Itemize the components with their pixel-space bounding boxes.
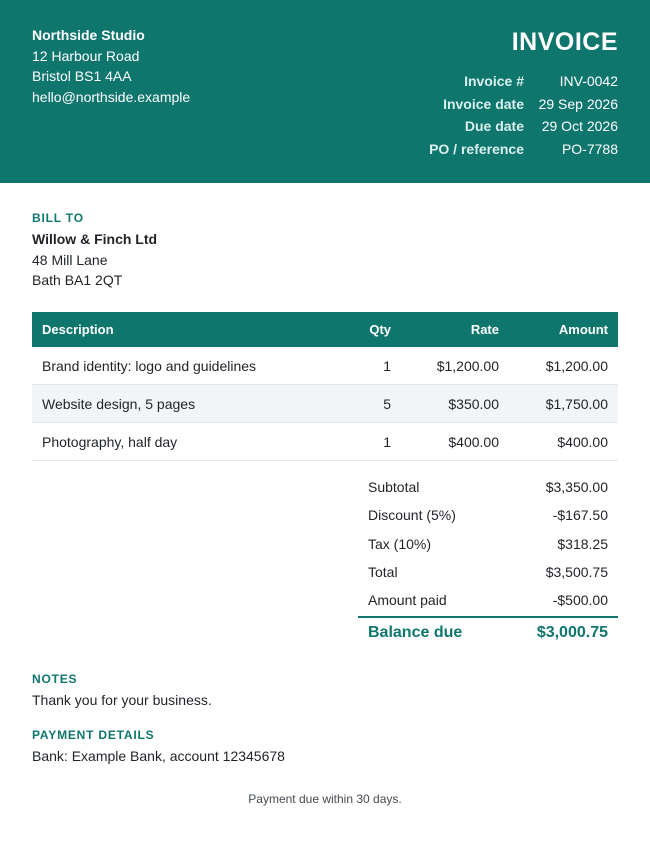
balance-due-row xyxy=(358,616,618,648)
meta-label: PO / reference xyxy=(429,140,524,157)
row-rate: $400.00 xyxy=(448,433,499,450)
row-qty: 1 xyxy=(383,433,391,450)
bill-to-label: BILL TO xyxy=(32,211,84,225)
subtotal-label: Subtotal xyxy=(368,479,420,496)
meta-row-po-reference xyxy=(429,139,618,162)
seller-email: hello@northside.example xyxy=(32,88,191,105)
document-title: INVOICE xyxy=(511,28,618,56)
header-qty: Qty xyxy=(369,322,391,337)
total-value: $3,500.75 xyxy=(545,564,608,581)
seller-name: Northside Studio xyxy=(32,27,145,43)
client-address-line2: Bath BA1 2QT xyxy=(32,272,123,288)
meta-value: PO-7788 xyxy=(561,140,618,157)
row-qty: 1 xyxy=(383,357,391,374)
row-qty: 5 xyxy=(383,395,391,412)
invoice-meta xyxy=(429,71,618,161)
row-amount: $1,200.00 xyxy=(545,357,608,374)
meta-label: Due date xyxy=(464,118,524,134)
meta-value: 29 Oct 2026 xyxy=(541,118,618,134)
meta-label: Invoice # xyxy=(464,73,524,89)
meta-value: INV-0042 xyxy=(559,73,618,89)
discount-label: Discount (5%) xyxy=(368,507,456,524)
payment-details-label: PAYMENT DETAILS xyxy=(32,728,155,742)
subtotal-value: $3,350.00 xyxy=(545,479,608,496)
meta-row-due-date xyxy=(429,116,618,139)
seller-address-line1: 12 Harbour Road xyxy=(32,47,140,64)
footer-note: Payment due within 30 days. xyxy=(248,792,402,806)
discount-value: -$167.50 xyxy=(552,507,608,524)
meta-label: Invoice date xyxy=(443,95,524,112)
notes-text: Thank you for your business. xyxy=(32,692,212,708)
row-description: Photography, half day xyxy=(42,433,178,450)
notes-label: NOTES xyxy=(32,672,78,686)
row-amount: $400.00 xyxy=(557,433,608,450)
total-label: Total xyxy=(368,564,398,581)
table-row xyxy=(32,423,618,461)
balance-due-value: $3,000.75 xyxy=(536,624,608,642)
amount-paid-label: Amount paid xyxy=(368,592,447,609)
table-header xyxy=(32,312,618,347)
header-description: Description xyxy=(42,322,114,337)
totals-block xyxy=(358,473,618,648)
table-row xyxy=(32,347,618,385)
meta-row-invoice-date xyxy=(429,94,618,117)
table-row xyxy=(32,385,618,423)
discount-row xyxy=(358,501,618,529)
seller-address-line2: Bristol BS1 4AA xyxy=(32,68,132,84)
meta-row-invoice-number xyxy=(429,71,618,94)
client-name: Willow & Finch Ltd xyxy=(32,231,158,247)
tax-row xyxy=(358,530,618,558)
invoice-header xyxy=(0,0,650,183)
meta-value: 29 Sep 2026 xyxy=(538,95,618,112)
balance-due-label: Balance due xyxy=(368,624,463,642)
subtotal-row xyxy=(358,473,618,501)
seller-block xyxy=(32,25,190,107)
amount-paid-row xyxy=(358,586,618,614)
row-description: Brand identity: logo and guidelines xyxy=(42,357,257,374)
payment-details-text: Bank: Example Bank, account 12345678 xyxy=(32,748,285,764)
row-rate: $350.00 xyxy=(448,395,499,412)
header-rate: Rate xyxy=(470,322,499,337)
notes-block xyxy=(32,671,212,710)
client-address-line1: 48 Mill Lane xyxy=(32,251,108,268)
row-description: Website design, 5 pages xyxy=(42,395,196,412)
row-rate: $1,200.00 xyxy=(436,357,499,374)
header-amount: Amount xyxy=(558,322,608,337)
amount-paid-value: -$500.00 xyxy=(552,592,608,609)
payment-details-block xyxy=(32,727,285,766)
tax-label: Tax (10%) xyxy=(368,535,432,552)
row-amount: $1,750.00 xyxy=(545,395,608,412)
tax-value: $318.25 xyxy=(557,535,608,552)
total-row xyxy=(358,558,618,586)
line-items-table xyxy=(32,312,618,461)
bill-to-block xyxy=(32,210,157,291)
